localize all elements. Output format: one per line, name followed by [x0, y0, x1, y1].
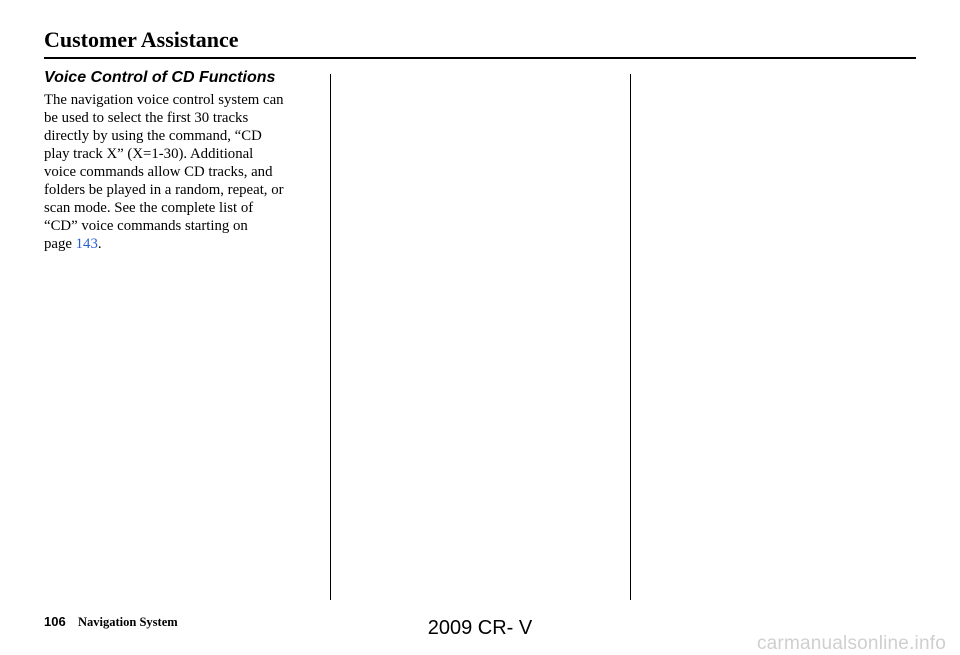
body-line: The navigation voice control system can [44, 92, 284, 108]
column-divider-left [330, 74, 331, 600]
body-line: directly by using the command, “CD [44, 128, 262, 144]
site-watermark: carmanualsonline.info [756, 633, 946, 654]
body-line: play track X” (X=1-30). Additional [44, 146, 254, 162]
section-body [44, 91, 329, 253]
section-title: Voice Control of CD Functions [44, 69, 276, 86]
page-reference-link[interactable]: 143 [75, 236, 98, 252]
body-line-prefix: page [44, 236, 76, 252]
body-line: folders be played in a random, repeat, or [44, 182, 284, 198]
model-label: 2009 CR- V [427, 617, 533, 639]
footer-title: Navigation System [78, 615, 178, 629]
body-line-suffix: . [97, 236, 102, 252]
body-line-last [44, 235, 329, 253]
body-line: scan mode. See the complete list of [44, 200, 254, 216]
header-divider [44, 57, 916, 59]
page-header-title: Customer Assistance [44, 27, 239, 52]
body-line: voice commands allow CD tracks, and [44, 164, 273, 180]
column-divider-right [630, 74, 631, 600]
body-line: “CD” voice commands starting on [44, 218, 248, 234]
page-number: 106 [44, 614, 66, 629]
body-line: be used to select the first 30 tracks [44, 110, 249, 126]
